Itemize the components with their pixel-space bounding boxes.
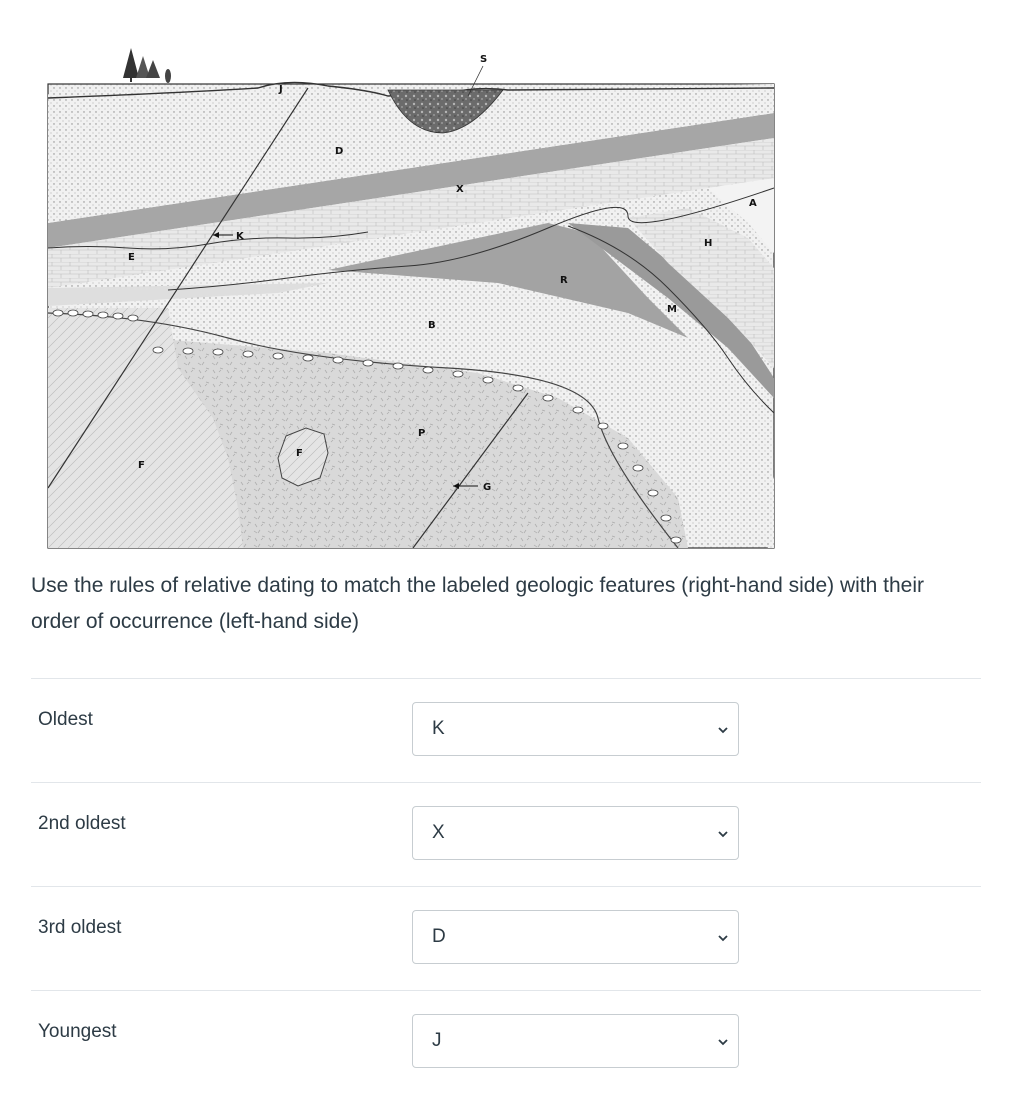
label-a: A bbox=[749, 198, 757, 209]
selected-value: K bbox=[432, 718, 445, 739]
label-x: X bbox=[456, 184, 464, 195]
answer-label: Oldest bbox=[38, 709, 93, 730]
answer-label: 3rd oldest bbox=[38, 917, 122, 938]
answer-select-3rd-oldest[interactable] bbox=[412, 910, 739, 964]
selected-value: D bbox=[432, 926, 446, 947]
answer-select-2nd-oldest[interactable] bbox=[412, 806, 739, 860]
matching-answers bbox=[31, 678, 981, 1091]
label-d: D bbox=[335, 146, 344, 157]
answer-row-youngest bbox=[31, 990, 981, 1091]
answer-row-2nd-oldest bbox=[31, 782, 981, 886]
label-b: B bbox=[428, 320, 436, 331]
label-f: F bbox=[138, 460, 145, 471]
label-j: J bbox=[279, 84, 283, 95]
chevron-down-icon bbox=[716, 931, 730, 945]
answer-row-oldest bbox=[31, 678, 981, 782]
chevron-down-icon bbox=[716, 1035, 730, 1049]
answer-select-youngest[interactable] bbox=[412, 1014, 739, 1068]
selected-value: X bbox=[432, 822, 445, 843]
chevron-down-icon bbox=[716, 827, 730, 841]
label-h: H bbox=[704, 238, 713, 249]
label-p: P bbox=[418, 428, 426, 439]
chevron-down-icon bbox=[716, 723, 730, 737]
geologic-cross-section bbox=[28, 38, 780, 554]
selected-value: J bbox=[432, 1030, 442, 1051]
label-k: K bbox=[236, 231, 244, 242]
label-e: E bbox=[128, 252, 135, 263]
answer-label: Youngest bbox=[38, 1021, 117, 1042]
label-f-small: F bbox=[296, 448, 303, 459]
answer-label: 2nd oldest bbox=[38, 813, 126, 834]
label-s: S bbox=[480, 54, 488, 65]
label-r: R bbox=[560, 275, 568, 286]
label-g: G bbox=[483, 482, 492, 493]
question-text: Use the rules of relative dating to match the labeled geologic features (right-hand side) with their order of occurrence (left-hand side) bbox=[31, 574, 924, 633]
answer-row-3rd-oldest bbox=[31, 886, 981, 990]
tree-icon bbox=[123, 48, 171, 83]
answer-select-oldest[interactable] bbox=[412, 702, 739, 756]
label-m: M bbox=[667, 304, 677, 315]
